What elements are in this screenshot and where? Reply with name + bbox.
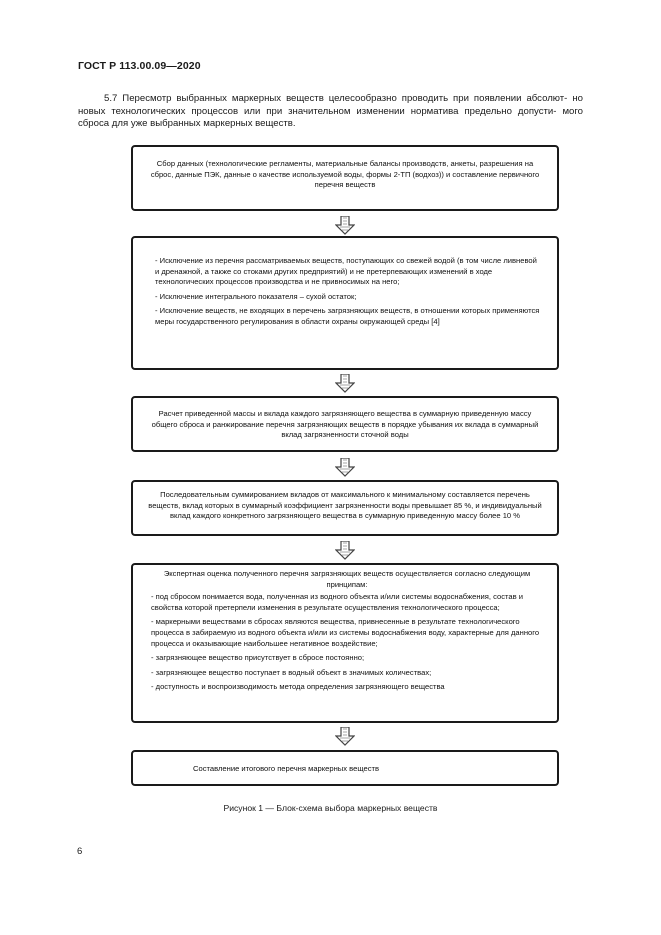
document-code: ГОСТ Р 113.00.09—2020: [78, 60, 201, 72]
intro-line: мого сброса для уже выбранных маркерных веществ.: [78, 105, 583, 130]
box-text: Сбор данных (технологические регламенты, материальные балансы производств, анкеты, разрешения на сброс, данные ПЭК, данные о качестве используемой воды, формы 2-ТП (водхоз)) и составление первичного перечня веществ: [150, 159, 540, 190]
intro-text: [78, 93, 583, 131]
flow-box-data-collection: [131, 145, 559, 211]
intro-line: но новых технологических процессов или при значительном изменении норматива предельно допусти-: [78, 93, 583, 117]
flow-box-final-list: [131, 750, 559, 786]
figure-caption: Рисунок 1 — Блок-схема выбора маркерных веществ: [223, 803, 438, 813]
exclusion-item: - Исключение веществ, не входящих в перечень загрязняющих веществ, в отношении которых применяются меры государственного регулирования в области охраны окружающей среды [4]: [155, 306, 540, 326]
flow-arrow-icon: [335, 541, 355, 560]
flow-box-summation: [131, 480, 559, 536]
flow-box-mass-calculation: [131, 396, 559, 452]
page-number: 6: [77, 846, 83, 857]
expert-heading: Экспертная оценка полученного перечня загрязняющих веществ осуществляется согласно следующим принципам:: [163, 569, 531, 589]
flow-arrow-icon: [335, 727, 355, 746]
box-text: Последовательным суммированием вкладов от максимального к минимальному составляется перечень веществ, вклад которых в суммарный коэффициент загрязненности воды превышает 85 %, и индивидуальный вклад каждого конкретного загрязняющего вещества в суммарную приведенную массу более 10 %: [148, 490, 542, 521]
principle-item: - маркерными веществами в сбросах являются вещества, привнесенные в результате технологического процесса в забираемую из водного объекта и/или из системы водоснабжения воду, характерные для данного процесса и оказывающие наибольшее негативное воздействие;: [151, 617, 540, 648]
principle-item: - под сбросом понимается вода, полученная из водного объекта и/или системы водоснабжения, состав и свойства которой претерпели изменения в результате осуществления технологического процесса;: [151, 592, 524, 612]
exclusion-item: - Исключение из перечня рассматриваемых веществ, поступающих со свежей водой (в том числе ливневой и дренажной, а также со стоками других предприятий) и не претерпевающих изменений в ходе технологических процессов производства и не привносимых на него;: [155, 256, 537, 287]
principle-item: - доступность и воспроизводимость метода определения загрязняющего вещества: [151, 682, 445, 692]
flow-arrow-icon: [335, 458, 355, 477]
box-text: Составление итогового перечня маркерных веществ: [193, 764, 380, 773]
exclusion-item: - Исключение интегрального показателя – сухой остаток;: [155, 291, 357, 301]
flow-box-expert-evaluation: [131, 563, 559, 723]
box-text: Расчет приведенной массы и вклада каждого загрязняющего вещества в суммарную приведенную массу общего сброса и ранжирование перечня загрязняющих веществ в порядке убывания их вклада в суммарный вклад загрязненности сточной воды: [151, 409, 539, 440]
principle-item: - загрязняющее вещество поступает в водный объект в значимых количествах;: [151, 667, 432, 677]
principle-item: - загрязняющее вещество присутствует в сбросе постоянно;: [151, 653, 365, 663]
intro-line: 5.7 Пересмотр выбранных маркерных веществ целесообразно проводить при появлении абсолют-: [104, 93, 568, 104]
intro-paragraph: [78, 93, 583, 131]
flow-arrow-icon: [335, 216, 355, 235]
flow-box-exclusions: [131, 236, 559, 370]
flow-arrow-icon: [335, 374, 355, 393]
